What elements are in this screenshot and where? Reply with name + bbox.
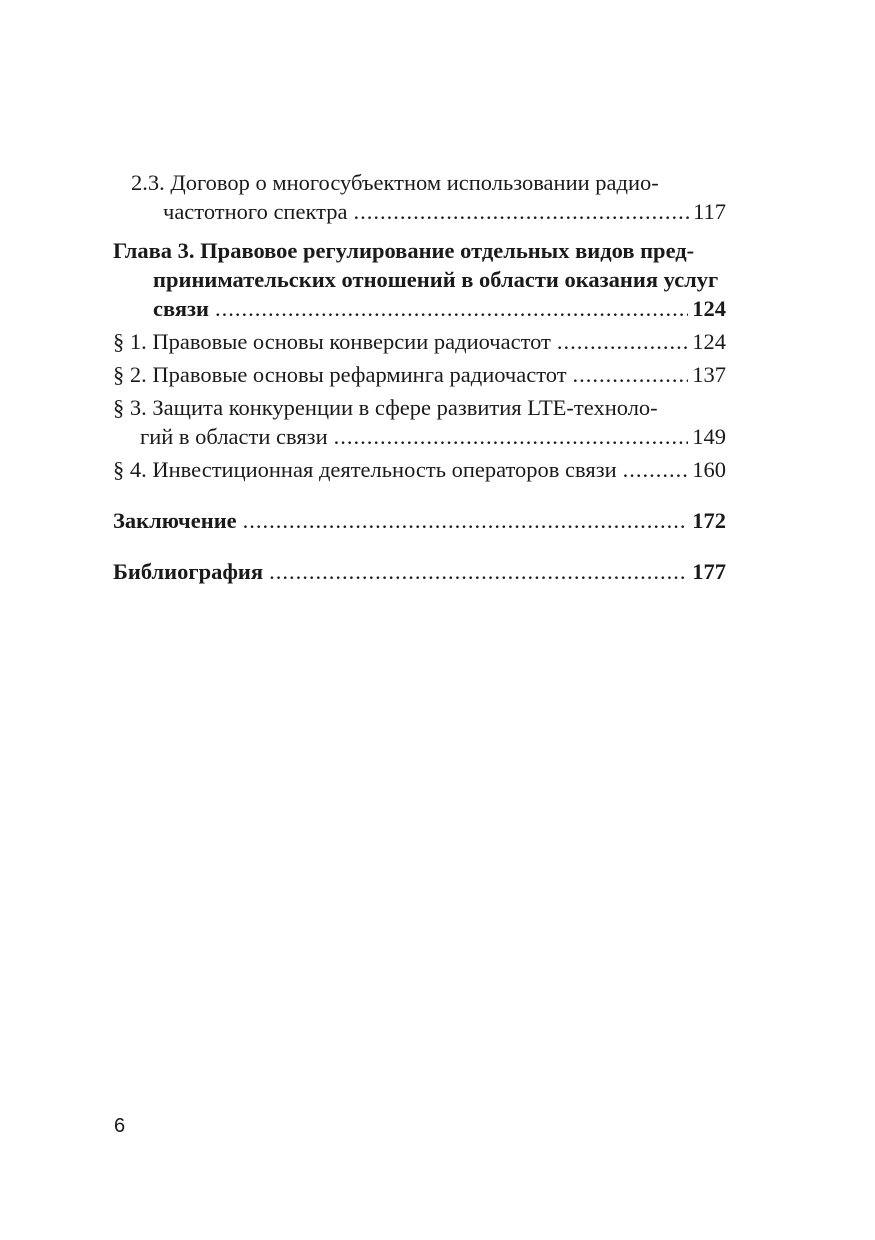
dot-leader xyxy=(215,294,688,323)
section-title: § 2. Правовые основы рефарминга радиочастот xyxy=(113,362,567,387)
section-title: § 1. Правовые основы конверсии радиочастот xyxy=(113,329,551,354)
dot-leader xyxy=(243,506,689,535)
page-number: 6 xyxy=(114,1115,126,1137)
toc-page-number: 137 xyxy=(692,362,726,387)
toc-page-number: 117 xyxy=(693,199,726,224)
toc-section-3 xyxy=(113,393,726,451)
dot-leader xyxy=(623,455,689,484)
chapter-title-line: связи xyxy=(153,296,210,321)
section-title-line: гий в области связи xyxy=(140,424,328,449)
toc-section-1 xyxy=(113,327,726,356)
toc-page-number: 177 xyxy=(692,559,726,584)
toc-section-2 xyxy=(113,360,726,389)
chapter-title-line: Глава 3. Правовое регулирование отдельных видов пред- xyxy=(113,238,695,263)
toc-page-number: 160 xyxy=(692,457,726,482)
toc-entry-title-line: 2.3. Договор о многосубъектном использовании радио- xyxy=(131,170,659,195)
toc-page-number: 172 xyxy=(692,508,726,533)
conclusion-title: Заключение xyxy=(113,508,237,533)
toc-chapter-3 xyxy=(113,236,726,323)
dot-leader xyxy=(573,360,689,389)
toc-entry-title-line: частотного спектра xyxy=(163,199,348,224)
toc-page-number: 124 xyxy=(692,296,726,321)
toc-page-number: 149 xyxy=(692,424,726,449)
toc-conclusion xyxy=(113,506,726,535)
section-title: § 4. Инвестиционная деятельность операторов связи xyxy=(113,457,617,482)
toc-page-number: 124 xyxy=(692,329,726,354)
toc-bibliography xyxy=(113,557,726,586)
section-title-line: § 3. Защита конкуренции в сфере развития LTE-техноло- xyxy=(113,395,658,420)
toc-section-4 xyxy=(113,455,726,484)
chapter-title-line: принимательских отношений в области оказания услуг xyxy=(153,267,719,292)
table-of-contents xyxy=(113,168,726,586)
dot-leader xyxy=(334,422,689,451)
dot-leader xyxy=(557,327,688,356)
bibliography-title: Библиография xyxy=(113,559,264,584)
dot-leader xyxy=(269,557,688,586)
toc-entry-2-3 xyxy=(113,168,726,226)
dot-leader xyxy=(353,197,689,226)
